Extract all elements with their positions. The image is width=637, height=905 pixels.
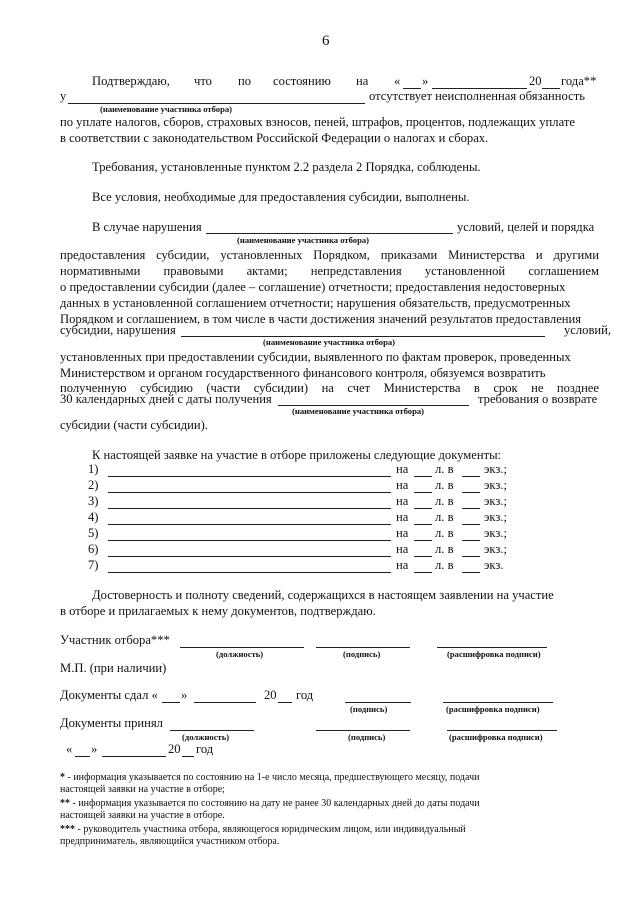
attachment-na: на xyxy=(396,494,409,508)
word: срок xyxy=(493,381,518,395)
caption-participant-4: (наименование участника отбора) xyxy=(292,406,425,416)
attachment-na: на xyxy=(396,542,409,556)
subsidy-part: субсидии (части субсидии). xyxy=(60,418,208,432)
participant-label: Участник отбора*** xyxy=(60,633,170,647)
caption-sign-1: (подпись) xyxy=(343,649,381,659)
word: и xyxy=(535,248,543,262)
conditions-word: условий, xyxy=(564,323,612,337)
footnote-3-mark: *** xyxy=(60,824,75,835)
attachment-pages-line xyxy=(414,492,432,493)
violation-line-3: о предоставлении субсидии (далее – соглашение) отчетности; предоставления недостоверных xyxy=(60,280,566,294)
date-close-quote: » xyxy=(422,74,429,88)
attachment-copies-line xyxy=(462,524,480,525)
confirm-line-3: в соответствии с законодательством Российской Федерации о налогах и сборах. xyxy=(60,131,489,145)
word: правовыми xyxy=(163,264,224,278)
attachment-pages-line xyxy=(414,508,432,509)
word: актами; xyxy=(246,264,288,278)
word: на xyxy=(321,381,334,395)
caption-participant-2: (наименование участника отбора) xyxy=(237,235,370,245)
violation-start: В случае нарушения xyxy=(92,220,202,234)
received-day-line xyxy=(75,756,90,757)
attachment-l: л. в xyxy=(435,478,454,492)
violation-line-2 xyxy=(60,264,599,279)
received-year: 20 xyxy=(168,742,181,756)
attachment-copies-line xyxy=(462,572,480,573)
requirements-line: Требования, установленные пунктом 2.2 раздела 2 Порядка, соблюдены. xyxy=(92,160,481,174)
sign-line-3 xyxy=(316,730,410,731)
attachment-na: на xyxy=(396,510,409,524)
handed-quote-close: » xyxy=(181,688,188,702)
violation-line2-2: Министерством и органом государственного финансового контроля, обязуемся возвратить xyxy=(60,366,546,380)
attachment-doc-line xyxy=(108,476,391,477)
received-year-line xyxy=(182,756,194,757)
footnote-3-cont: предприниматель, являющийся участником отбора. xyxy=(60,836,280,847)
confirm-word-3: по xyxy=(238,74,252,88)
position-line-2 xyxy=(170,730,254,731)
attachments-intro: К настоящей заявке на участие в отборе приложены следующие документы: xyxy=(92,448,502,462)
footnote-2-cont: настоящей заявки на участие в отборе. xyxy=(60,810,225,821)
word: субсидии) xyxy=(253,381,309,395)
handed-day-line xyxy=(162,702,180,703)
sign-line-1 xyxy=(316,647,410,648)
footnote-2 xyxy=(60,798,480,811)
decoding-line-3 xyxy=(447,730,557,731)
caption-decoding-3: (расшифровка подписи) xyxy=(449,732,543,742)
attachment-l: л. в xyxy=(435,494,454,508)
attachment-na: на xyxy=(396,462,409,476)
caption-decoding-2: (расшифровка подписи) xyxy=(446,704,540,714)
reliability-line-1: Достоверность и полноту сведений, содержащихся в настоящем заявлении на участие xyxy=(92,588,554,602)
attachment-l: л. в xyxy=(435,510,454,524)
handed-year-line xyxy=(278,702,292,703)
attachment-ekz: экз.; xyxy=(484,478,507,492)
word: другими xyxy=(553,248,599,262)
word: полученную xyxy=(60,381,127,395)
sign-line-2 xyxy=(345,702,411,703)
word: субсидии, xyxy=(156,248,210,262)
handed-month-line xyxy=(194,702,256,703)
attachment-ekz: экз.; xyxy=(484,462,507,476)
date-open-quote: « xyxy=(394,74,401,88)
attachment-doc-line xyxy=(108,572,391,573)
stamp-label: М.П. (при наличии) xyxy=(60,661,167,675)
attachment-doc-line xyxy=(108,556,391,557)
caption-sign-3: (подпись) xyxy=(348,732,386,742)
attachment-num: 2) xyxy=(88,478,99,492)
word: не xyxy=(531,381,544,395)
footnote-1-mark: * xyxy=(60,772,65,783)
word: Министерства xyxy=(383,381,461,395)
thirty-days: 30 календарных дней с даты получения xyxy=(60,392,272,406)
attachment-na: на xyxy=(396,526,409,540)
attachment-l: л. в xyxy=(435,558,454,572)
footnote-1-text: - информация указывается по состоянию на 1-е число месяца, предшествующего месяцу, подачи xyxy=(65,772,480,783)
violation-line-5: Порядком и соглашением, в том числе в части достижения значений результатов предоставления xyxy=(60,312,582,326)
attachment-pages-line xyxy=(414,572,432,573)
word: приказами xyxy=(380,248,438,262)
attachment-num: 6) xyxy=(88,542,99,556)
word: позднее xyxy=(556,381,599,395)
attachment-copies-line xyxy=(462,508,480,509)
violation-line-4: данных в установленной соглашением отчетности; нарушения обязательств, предусмотренных xyxy=(60,296,571,310)
attachment-l: л. в xyxy=(435,462,454,476)
confirm-word-5: на xyxy=(356,74,369,88)
word: Порядком, xyxy=(313,248,370,262)
attachment-copies-line xyxy=(462,540,480,541)
page-number: 6 xyxy=(322,33,330,49)
attachment-num: 7) xyxy=(88,558,99,572)
refund-req: требования о возврате xyxy=(478,392,598,406)
attachment-doc-line xyxy=(108,492,391,493)
word: субсидию xyxy=(140,381,193,395)
attachment-l: л. в xyxy=(435,526,454,540)
attachment-num: 3) xyxy=(88,494,99,508)
caption-decoding-1: (расшифровка подписи) xyxy=(447,649,541,659)
attachment-pages-line xyxy=(414,524,432,525)
attachment-na: на xyxy=(396,478,409,492)
caption-position-1: (должность) xyxy=(216,649,264,659)
attachment-num: 5) xyxy=(88,526,99,540)
attachment-ekz: экз.; xyxy=(484,526,507,540)
date-year-prefix: 20 xyxy=(529,74,542,88)
word: Министерства xyxy=(448,248,526,262)
attachment-ekz: экз.; xyxy=(484,494,507,508)
attachment-doc-line xyxy=(108,540,391,541)
footnote-2-text: - информация указывается по состоянию на дату не ранее 30 календарных дней до даты подачи xyxy=(70,798,480,809)
word: нормативными xyxy=(60,264,141,278)
caption-participant-3: (наименование участника отбора) xyxy=(263,337,396,347)
attachment-ekz: экз. xyxy=(484,558,504,572)
attachment-pages-line xyxy=(414,476,432,477)
position-line-1 xyxy=(180,647,304,648)
attachment-copies-line xyxy=(462,476,480,477)
confirm-word-2: что xyxy=(194,74,212,88)
decoding-line-1 xyxy=(437,647,547,648)
caption-participant-1: (наименование участника отбора) xyxy=(100,104,233,114)
attachment-pages-line xyxy=(414,556,432,557)
received-label: Документы принял xyxy=(60,716,163,730)
attachment-pages-line xyxy=(414,540,432,541)
handed-label: Документы сдал « xyxy=(60,688,158,702)
attachment-copies-line xyxy=(462,556,480,557)
handed-year: 20 xyxy=(264,688,277,702)
violation-line2-1: установленных при предоставлении субсидии, выявленного по фактам проверок, проведенных xyxy=(60,350,571,364)
word: предоставления xyxy=(60,248,146,262)
confirm-tail: отсутствует неисполненная обязанность xyxy=(369,89,585,103)
footnote-2-mark: ** xyxy=(60,798,70,809)
decoding-line-2 xyxy=(443,702,553,703)
attachment-na: на xyxy=(396,558,409,572)
reliability-line-2: в отборе и прилагаемых к нему документов, подтверждаю. xyxy=(60,604,376,618)
handed-god: год xyxy=(296,688,314,702)
word: в xyxy=(473,381,480,395)
attachment-ekz: экз.; xyxy=(484,542,507,556)
attachment-doc-line xyxy=(108,524,391,525)
word: установленных xyxy=(220,248,303,262)
attachment-ekz: экз.; xyxy=(484,510,507,524)
word: непредставления xyxy=(310,264,402,278)
received-month-line xyxy=(102,756,166,757)
word: (части xyxy=(206,381,241,395)
footnote-1-cont: настоящей заявки на участие в отборе; xyxy=(60,784,225,795)
date-year-suffix: года** xyxy=(561,74,597,88)
word: соглашением xyxy=(528,264,599,278)
attachment-l: л. в xyxy=(435,542,454,556)
word: установленной xyxy=(424,264,506,278)
caption-sign-2: (подпись) xyxy=(350,704,388,714)
attachment-doc-line xyxy=(108,508,391,509)
caption-position-2: (должность) xyxy=(182,732,230,742)
attachment-num: 1) xyxy=(88,462,99,476)
violation-end: условий, целей и порядка xyxy=(457,220,595,234)
attachment-num: 4) xyxy=(88,510,99,524)
subsidy-violations: субсидии, нарушения xyxy=(60,323,176,337)
received-close-quote: » xyxy=(91,742,98,756)
confirm-u: у xyxy=(60,89,67,103)
confirm-word-4: состоянию xyxy=(273,74,331,88)
footnote-1 xyxy=(60,772,479,785)
participant-name-line-2 xyxy=(206,233,453,234)
conditions-line: Все условия, необходимые для предоставления субсидии, выполнены. xyxy=(92,190,470,204)
footnote-3 xyxy=(60,824,466,837)
confirm-line-2: по уплате налогов, сборов, страховых взносов, пеней, штрафов, процентов, подлежащих уплате xyxy=(60,115,575,129)
footnote-3-text: - руководитель участника отбора, являющегося юридическим лицом, или индивидуальный xyxy=(75,824,466,835)
violation-line-1 xyxy=(60,248,599,263)
confirm-word-1: Подтверждаю, xyxy=(92,74,170,88)
word: счет xyxy=(347,381,371,395)
received-god: год xyxy=(196,742,214,756)
attachment-copies-line xyxy=(462,492,480,493)
received-open-quote: « xyxy=(66,742,73,756)
